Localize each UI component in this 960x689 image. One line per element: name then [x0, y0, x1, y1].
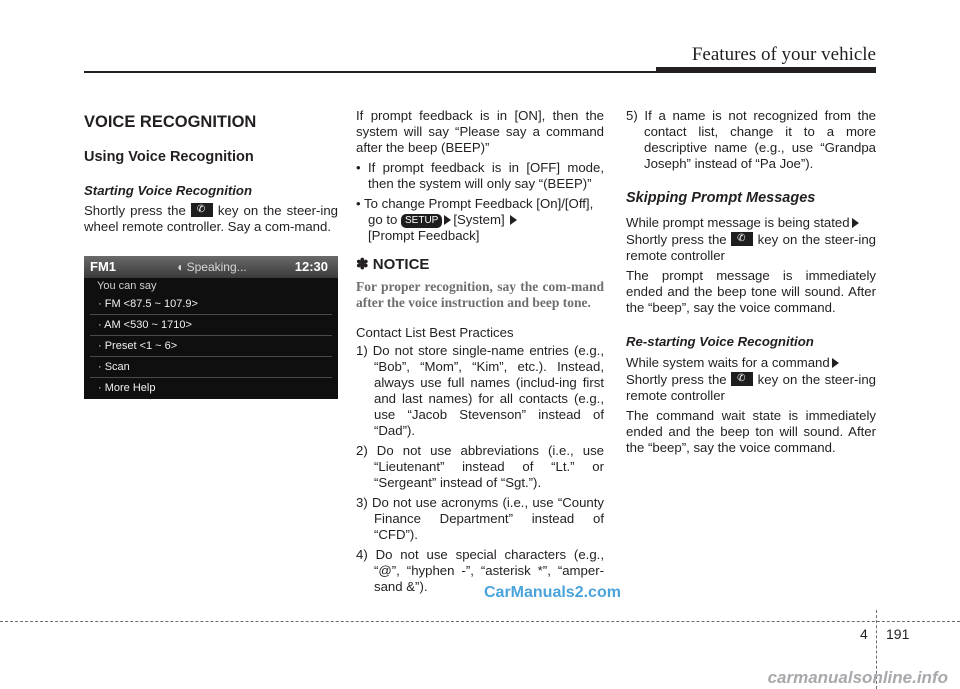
voice-key-icon: ✆ [731, 232, 753, 246]
list-item: 1) Do not store single-name entries (e.g., “Bob”, “Mom”, “Kim”, etc.). Instead, always use full names (includ-ing first and last names) for all contacts (e.g., use “Jacob Stevenson” instead of “Dad”). [356, 343, 604, 438]
list-item: 4) Do not use special characters (e.g., “@”, “hyphen -”, “asterisk *”, “amper-sand &”). [356, 547, 604, 594]
chapter-number: 4 [860, 626, 868, 642]
screen-list-item: · Scan [90, 357, 332, 378]
column-1 [84, 108, 338, 239]
prompt-feedback-paragraph: If prompt feedback is in [ON], then the system will say “Please say a command after the beep (BEEP)” [356, 108, 604, 155]
screen-list-item: · More Help [98, 382, 156, 394]
arrow-right-icon [832, 358, 839, 368]
arrow-right-icon [852, 218, 859, 228]
restart-paragraph-2 [626, 372, 876, 404]
screen-list-item: · AM <530 ~ 1710> [90, 315, 332, 336]
restart-title: Re-starting Voice Recognition [626, 334, 814, 349]
watermark: CarManuals2.com [484, 584, 621, 601]
bullet-feedback-off: • If prompt feedback is in [OFF] mode, then the system will only say “(BEEP)” [356, 160, 604, 191]
skipping-title: Skipping Prompt Messages [626, 190, 816, 206]
voice-key-icon: ✆ [191, 203, 213, 217]
setup-key-icon: SETUP [401, 214, 442, 228]
starting-title: Starting Voice Recognition [84, 183, 253, 198]
footer-dashed-rule [0, 621, 960, 622]
text: key on the steer-ing remote controller [626, 232, 876, 263]
text: While prompt message is being stated [626, 215, 850, 230]
screen-command-list [90, 294, 332, 398]
text: Shortly press the [626, 232, 732, 247]
text: [System] [453, 212, 509, 227]
speaker-icon: ◖ [176, 260, 187, 274]
starting-paragraph [84, 203, 338, 235]
header-title: Features of your vehicle [691, 44, 876, 65]
text: key on the steer-ing wheel remote controller. Say a com-mand. [84, 203, 338, 234]
list-item: 3) Do not use acronyms (i.e., use “County Finance Department” instead of “CFD”). [356, 495, 604, 542]
notice-body: For proper recognition, say the com-mand after the voice instruction and beep tone. [356, 279, 604, 310]
text: Shortly press the [626, 372, 732, 387]
site-watermark: carmanualsonline.info [767, 668, 948, 687]
screen-time: 12:30 [294, 259, 328, 274]
subsection-title: Using Voice Recognition [84, 149, 254, 165]
skip-paragraph-2 [626, 232, 876, 264]
skip-paragraph-3: The prompt message is immediately ended and the beep tone will sound. After the “beep”, say the voice command. [626, 268, 876, 315]
text: Shortly press the [84, 203, 191, 218]
screen-list-item: · Preset <1 ~ 6> [90, 336, 332, 357]
list-item: 2) Do not use abbreviations (i.e., use “Lieutenant” instead of “Lt.” or “Sergeant” instead of “Sgt.”). [356, 443, 604, 490]
screen-you-can-say: You can say [97, 280, 157, 292]
screen-status [176, 260, 247, 274]
arrow-right-icon [444, 215, 451, 225]
bullet-change-feedback [356, 196, 604, 244]
column-3 [626, 108, 876, 460]
screen-status-text: Speaking... [186, 260, 247, 274]
screen-band: FM1 [90, 259, 116, 274]
column-2 [356, 108, 604, 599]
skip-paragraph-1 [626, 215, 876, 231]
text: [Prompt Feedback] [368, 228, 480, 243]
page-number: 191 [886, 626, 910, 642]
arrow-right-icon [510, 215, 517, 225]
screen-list-item: · FM <87.5 ~ 107.9> [90, 294, 332, 315]
text: While system waits for a command [626, 355, 830, 370]
header-rule-accent [656, 67, 876, 73]
header-rule [84, 71, 656, 73]
text: • To change Prompt Feedback [On]/[Off], go to [356, 196, 594, 227]
restart-paragraph-1 [626, 355, 876, 371]
list-item: 5) If a name is not recognized from the contact list, change it to a more descriptive name (e.g., use “Grandpa Joseph” instead of “Pa Joe”). [626, 108, 876, 171]
voice-key-icon: ✆ [731, 372, 753, 386]
text: key on the steer-ing remote controller [626, 372, 876, 403]
section-title: VOICE RECOGNITION [84, 113, 257, 131]
voice-screen-image [84, 256, 338, 399]
contact-list-title: Contact List Best Practices [356, 325, 514, 340]
notice-title: ✽ NOTICE [356, 256, 430, 273]
restart-paragraph-3: The command wait state is immediately ended and the beep ton will sound. After the “beep”, say the voice command. [626, 408, 876, 455]
